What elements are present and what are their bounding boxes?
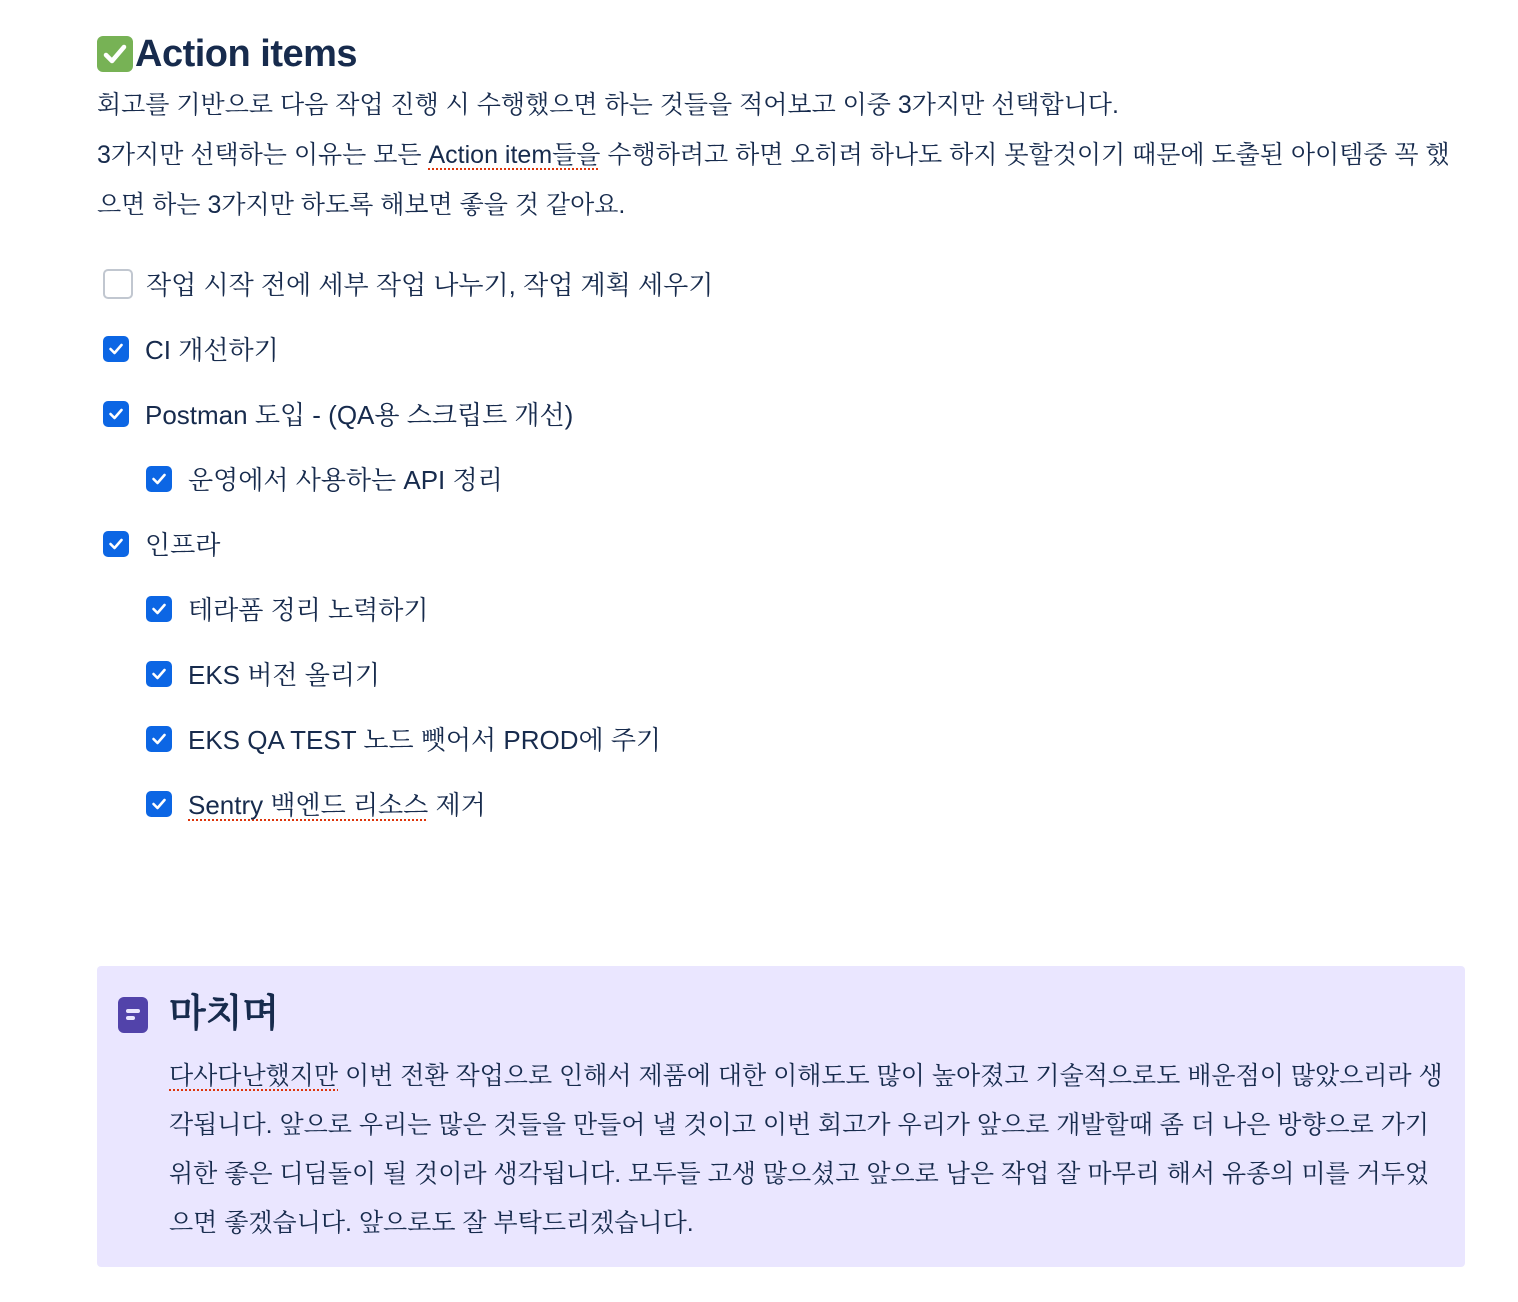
intro-paragraph: 회고를 기반으로 다음 작업 진행 시 수행했으면 하는 것들을 적어보고 이중 3가지만 선택합니다. [97,91,1119,119]
note-icon [118,997,148,1033]
task-item [97,641,1467,706]
action-items-heading [97,28,1467,80]
white-check-mark-icon [97,36,133,72]
checkbox-checked[interactable] [103,336,129,362]
checkbox-checked[interactable] [146,791,172,817]
action-items-title: Action items [135,32,358,75]
task-item [97,706,1467,771]
spellcheck-word: 다사다난했지만 [169,1062,339,1090]
checkmark-icon [107,535,125,553]
checkmark-icon [150,730,168,748]
reason-text-part1: 3가지만 선택하는 이유는 모든 [97,141,429,169]
task-label: CI 개선하기 [145,335,279,365]
panel-body-text: 이번 전환 작업으로 인해서 제품에 대한 이해도도 많이 높아졌고 기술적으로도 배운점이 많았으리라 생각됩니다. 앞으로 우리는 많은 것들을 만들어 낼 것이고 이번 회고가 우리가 앞으로 개발할때 좀 더 나은 방향으로 가기 위한 좋은 디딤돌이 될 것이라 생각됩니다. 모두들 고생 많으셨고 앞으로 남은 작업 잘 마무리 해서 유종의 미를 거두었으면 좋겠습니다. 앞으로도 잘 부탁드리겠습니다. [169,1062,1443,1237]
task-label: 인프라 [145,530,221,560]
checkmark-icon [107,405,125,423]
spellcheck-phrase: Sentry 백엔드 리소스 [188,790,429,820]
page-content [97,28,1467,852]
task-label: 테라폼 정리 노력하기 [188,595,429,625]
task-label: Postman 도입 - (QA용 스크립트 개선) [145,400,574,430]
task-item [97,251,1467,316]
task-list [97,251,1467,836]
task-label: EKS 버전 올리기 [188,660,381,690]
checkbox-checked[interactable] [103,531,129,557]
checkmark-icon [150,665,168,683]
checkmark-icon [150,795,168,813]
checkbox-checked[interactable] [146,466,172,492]
task-item [97,446,1467,511]
checkbox-checked[interactable] [146,661,172,687]
reason-text-part2: 수행하려고 하면 오히려 하나도 하지 못할것이기 때문에 도출된 아이템중 꼭 했으면 하는 3가지만 하도록 해보면 좋을 것 같아요. [97,141,1450,219]
checkbox-checked[interactable] [103,401,129,427]
checkmark-icon [150,600,168,618]
checkbox-checked[interactable] [146,726,172,752]
task-label: EKS QA TEST 노드 뺏어서 PROD에 주기 [188,725,662,755]
panel-body [169,1052,1451,1248]
checkmark-icon [150,470,168,488]
panel-title: 마치며 [169,993,280,1035]
task-item [97,771,1467,836]
task-label: 작업 시작 전에 세부 작업 나누기, 작업 계획 세우기 [146,270,714,300]
task-label: 운영에서 사용하는 API 정리 [188,465,503,495]
checkmark-icon [107,340,125,358]
task-label-rest: 제거 [428,790,486,820]
task-item [97,381,1467,446]
spellcheck-word: Action item들을 [428,141,601,169]
task-item [97,576,1467,641]
task-label [188,785,486,822]
note-panel [97,966,1465,1267]
task-item [97,316,1467,381]
checkbox-unchecked[interactable] [103,269,133,299]
task-item [97,511,1467,576]
reason-paragraph [97,130,1467,230]
checkbox-checked[interactable] [146,596,172,622]
